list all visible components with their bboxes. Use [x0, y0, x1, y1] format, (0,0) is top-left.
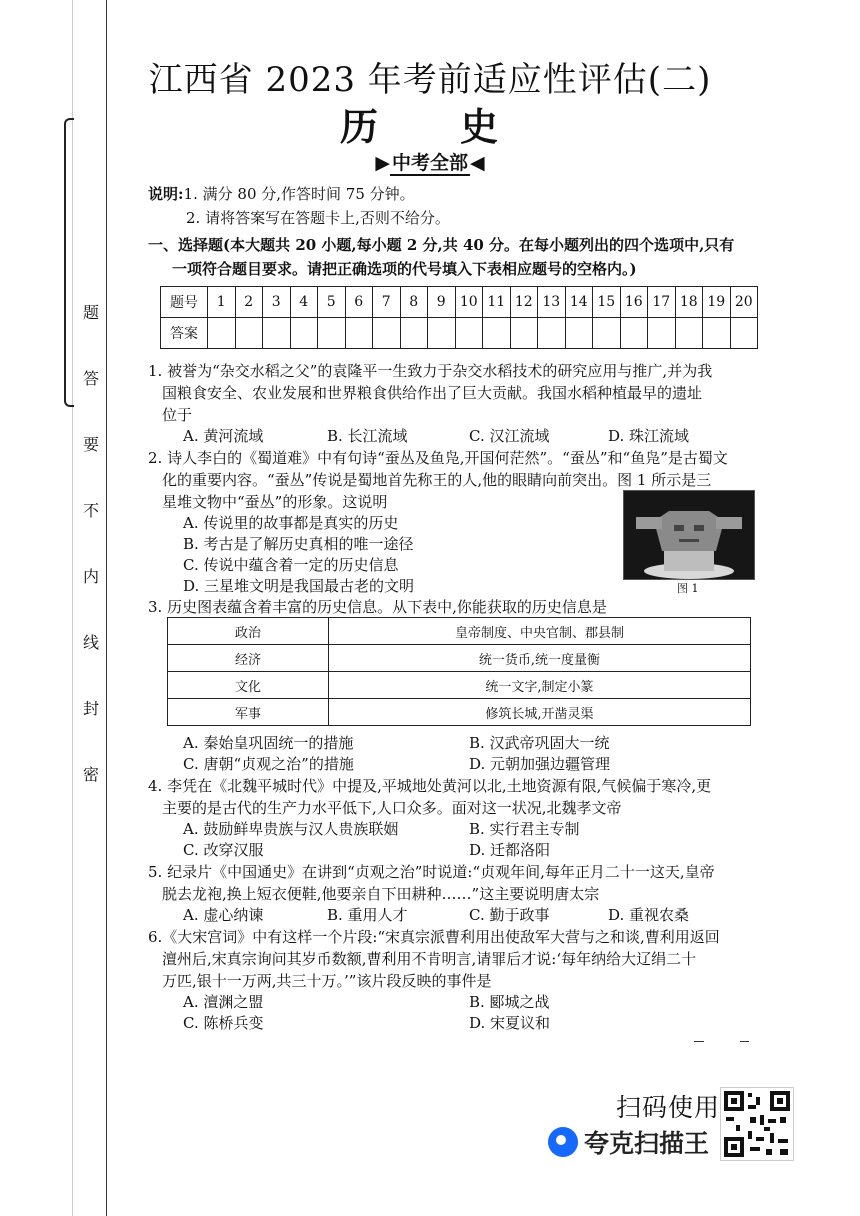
scope-label: 中考全部 — [391, 152, 468, 174]
q3-stem: 3. 历史图表蕴含着丰富的历史信息。从下表中,你能获取的历史信息是 — [148, 598, 607, 616]
question-number: 1 — [208, 287, 236, 318]
q1-stem: 1. 被誉为“杂交水稻之父”的袁隆平一生致力于杂交水稻技术的研究应用与推广,并为我 — [148, 362, 713, 380]
q5-option-c: C. 勤于政事 — [469, 906, 550, 924]
q5-option-a: A. 虚心纳谏 — [183, 906, 264, 924]
question-number: 9 — [428, 287, 456, 318]
table-value: 统一货币,统一度量衡 — [329, 645, 751, 672]
answer-cell[interactable] — [510, 318, 538, 349]
answer-cell[interactable] — [730, 318, 758, 349]
q2-option-a: A. 传说里的故事都是真实的历史 — [183, 514, 399, 532]
page-mark — [740, 1041, 749, 1042]
q2-option-c: C. 传说中蕴含着一定的历史信息 — [183, 556, 399, 574]
table-value: 皇帝制度、中央官制、郡县制 — [329, 618, 751, 645]
answer-cell[interactable] — [648, 318, 676, 349]
question-number: 19 — [703, 287, 731, 318]
q3-option-c: C. 唐朝“贞观之治”的措施 — [183, 755, 354, 773]
answer-cell[interactable] — [290, 318, 318, 349]
q1-option-d: D. 珠江流域 — [608, 427, 690, 445]
q4-option-d: D. 迁都洛阳 — [469, 841, 551, 859]
question-number: 2 — [235, 287, 263, 318]
q5-stem: 5. 纪录片《中国通史》在讲到“贞观之治”时说道:“贞观年间,每年正月二十一这天,皇帝 — [148, 863, 715, 881]
margin-char: 不 — [82, 501, 99, 520]
q6-stem: 6.《大宋宫词》中有这样一个片段:“宋真宗派曹利用出使敌军大营与之和谈,曹利用返回 — [148, 928, 720, 946]
q1-stem: 国粮食安全、农业发展和世界粮食供给作出了巨大贡献。我国水稻种植最早的遗址 — [162, 384, 703, 402]
binding-line — [106, 0, 107, 1216]
number-header: 题号 — [161, 287, 208, 318]
quark-logo-icon — [548, 1127, 578, 1157]
answer-cell[interactable] — [400, 318, 428, 349]
q6-option-d: D. 宋夏议和 — [469, 1014, 551, 1032]
question-number: 11 — [483, 287, 511, 318]
q6-option-b: B. 郾城之战 — [469, 993, 550, 1011]
table-value: 统一文字,制定小篆 — [329, 672, 751, 699]
margin-char: 内 — [82, 567, 99, 586]
q4-option-b: B. 实行君主专制 — [469, 820, 580, 838]
table-row — [168, 699, 751, 726]
q1-option-c: C. 汉江流域 — [469, 427, 550, 445]
question-number: 20 — [730, 287, 758, 318]
q3-option-d: D. 元朝加强边疆管理 — [469, 755, 611, 773]
q4-option-c: C. 改穿汉服 — [183, 841, 264, 859]
instruction-2: 2. 请将答案写在答题卡上,否则不给分。 — [186, 209, 450, 227]
answer-table — [160, 286, 758, 349]
table-row — [168, 618, 751, 645]
table-key: 军事 — [168, 699, 329, 726]
q2-option-b: B. 考古是了解历史真相的唯一途径 — [183, 535, 414, 553]
answer-table-number-row — [161, 287, 758, 318]
q6-stem: 万匹,银十一万两,共三十万。’”该片段反映的事件是 — [162, 972, 492, 990]
answer-cell[interactable] — [675, 318, 703, 349]
q3-option-a: A. 秦始皇巩固统一的措施 — [183, 734, 354, 752]
margin-char: 要 — [82, 435, 99, 454]
table-key: 经济 — [168, 645, 329, 672]
figure-caption: 图 1 — [677, 582, 699, 595]
question-number: 12 — [510, 287, 538, 318]
table-row — [168, 645, 751, 672]
question-number: 15 — [593, 287, 621, 318]
answer-cell[interactable] — [263, 318, 291, 349]
instructions-label: 说明: — [148, 185, 184, 203]
question-number: 3 — [263, 287, 291, 318]
table-value: 修筑长城,开凿灵渠 — [329, 699, 751, 726]
exam-scope — [0, 148, 860, 175]
q4-stem: 4. 李凭在《北魏平城时代》中提及,平城地处黄河以北,土地资源有限,气候偏于寒冷,更 — [148, 777, 712, 795]
q5-option-b: B. 重用人才 — [327, 906, 408, 924]
page-mark — [694, 1041, 704, 1042]
q1-stem: 位于 — [162, 406, 193, 424]
q2-stem: 化的重要内容。“蚕丛”传说是蜀地首先称王的人,他的眼睛向前突出。图 1 所示是三 — [162, 471, 712, 489]
scan-prompt: 扫码使用 — [616, 1093, 721, 1122]
table-row — [168, 672, 751, 699]
triangle-right-icon: ▶ — [375, 152, 390, 174]
answer-cell[interactable] — [620, 318, 648, 349]
section-heading: 一、选择题(本大题共 20 小题,每小题 2 分,共 40 分。在每小题列出的四个选项中,只有 — [148, 236, 735, 254]
margin-char: 密 — [82, 765, 99, 784]
answer-cell[interactable] — [235, 318, 263, 349]
subject-title: 历 史 — [339, 104, 520, 149]
question-number: 10 — [455, 287, 483, 318]
qin-measures-table — [167, 617, 751, 726]
question-number: 5 — [318, 287, 346, 318]
answer-cell[interactable] — [703, 318, 731, 349]
q3-option-b: B. 汉武帝巩固大一统 — [469, 734, 610, 752]
qr-code-icon[interactable] — [720, 1087, 794, 1161]
answer-cell[interactable] — [373, 318, 401, 349]
q6-stem: 澶州后,宋真宗询问其岁币数额,曹利用不肯明言,请罪后才说:‘每年纳给大辽绢二十 — [162, 950, 697, 968]
question-number: 7 — [373, 287, 401, 318]
instructions — [148, 184, 415, 205]
q6-option-a: A. 澶渊之盟 — [183, 993, 264, 1011]
answer-cell[interactable] — [455, 318, 483, 349]
question-number: 8 — [400, 287, 428, 318]
q2-stem: 2. 诗人李白的《蜀道难》中有句诗“蚕丛及鱼凫,开国何茫然”。“蚕丛”和“鱼凫”是古蜀文 — [148, 449, 728, 467]
question-number: 6 — [345, 287, 373, 318]
answer-cell[interactable] — [565, 318, 593, 349]
answer-cell[interactable] — [538, 318, 566, 349]
instruction-1: 1. 满分 80 分,作答时间 75 分钟。 — [183, 185, 415, 203]
margin-char: 题 — [82, 303, 99, 322]
q1-option-b: B. 长江流域 — [327, 427, 408, 445]
sanxingdui-bronze-mask-photo — [623, 490, 755, 580]
q6-option-c: C. 陈桥兵变 — [183, 1014, 264, 1032]
answer-table-answer-row — [161, 318, 758, 349]
exam-title: 江西省 2023 年考前适应性评估(二) — [148, 60, 712, 100]
answer-header: 答案 — [161, 318, 208, 349]
question-number: 4 — [290, 287, 318, 318]
question-number: 13 — [538, 287, 566, 318]
margin-char: 线 — [82, 633, 99, 652]
q5-stem: 脱去龙袍,换上短衣便鞋,他要亲自下田耕种……”这主要说明唐太宗 — [162, 885, 600, 903]
table-key: 政治 — [168, 618, 329, 645]
margin-char: 封 — [82, 699, 99, 718]
section-heading-cont: 一项符合题目要求。请把正确选项的代号填入下表相应题号的空格内。) — [172, 260, 637, 278]
margin-char: 答 — [82, 369, 99, 388]
answer-cell[interactable] — [318, 318, 346, 349]
question-number: 18 — [675, 287, 703, 318]
answer-cell[interactable] — [483, 318, 511, 349]
q2-stem: 星堆文物中“蚕丛”的形象。这说明 — [162, 493, 388, 511]
q1-option-a: A. 黄河流域 — [183, 427, 264, 445]
question-number: 17 — [648, 287, 676, 318]
q5-option-d: D. 重视农桑 — [608, 906, 690, 924]
answer-cell[interactable] — [208, 318, 236, 349]
question-number: 14 — [565, 287, 593, 318]
answer-cell[interactable] — [593, 318, 621, 349]
question-number: 16 — [620, 287, 648, 318]
brand-name: 夸克扫描王 — [584, 1129, 710, 1158]
answer-cell[interactable] — [428, 318, 456, 349]
q2-option-d: D. 三星堆文明是我国最古老的文明 — [183, 577, 415, 595]
q4-option-a: A. 鼓励鲜卑贵族与汉人贵族联姻 — [183, 820, 399, 838]
table-key: 文化 — [168, 672, 329, 699]
q4-stem: 主要的是古代的生产力水平低下,人口众多。面对这一状况,北魏孝文帝 — [162, 799, 622, 817]
answer-cell[interactable] — [345, 318, 373, 349]
triangle-left-icon: ◀ — [470, 152, 485, 174]
